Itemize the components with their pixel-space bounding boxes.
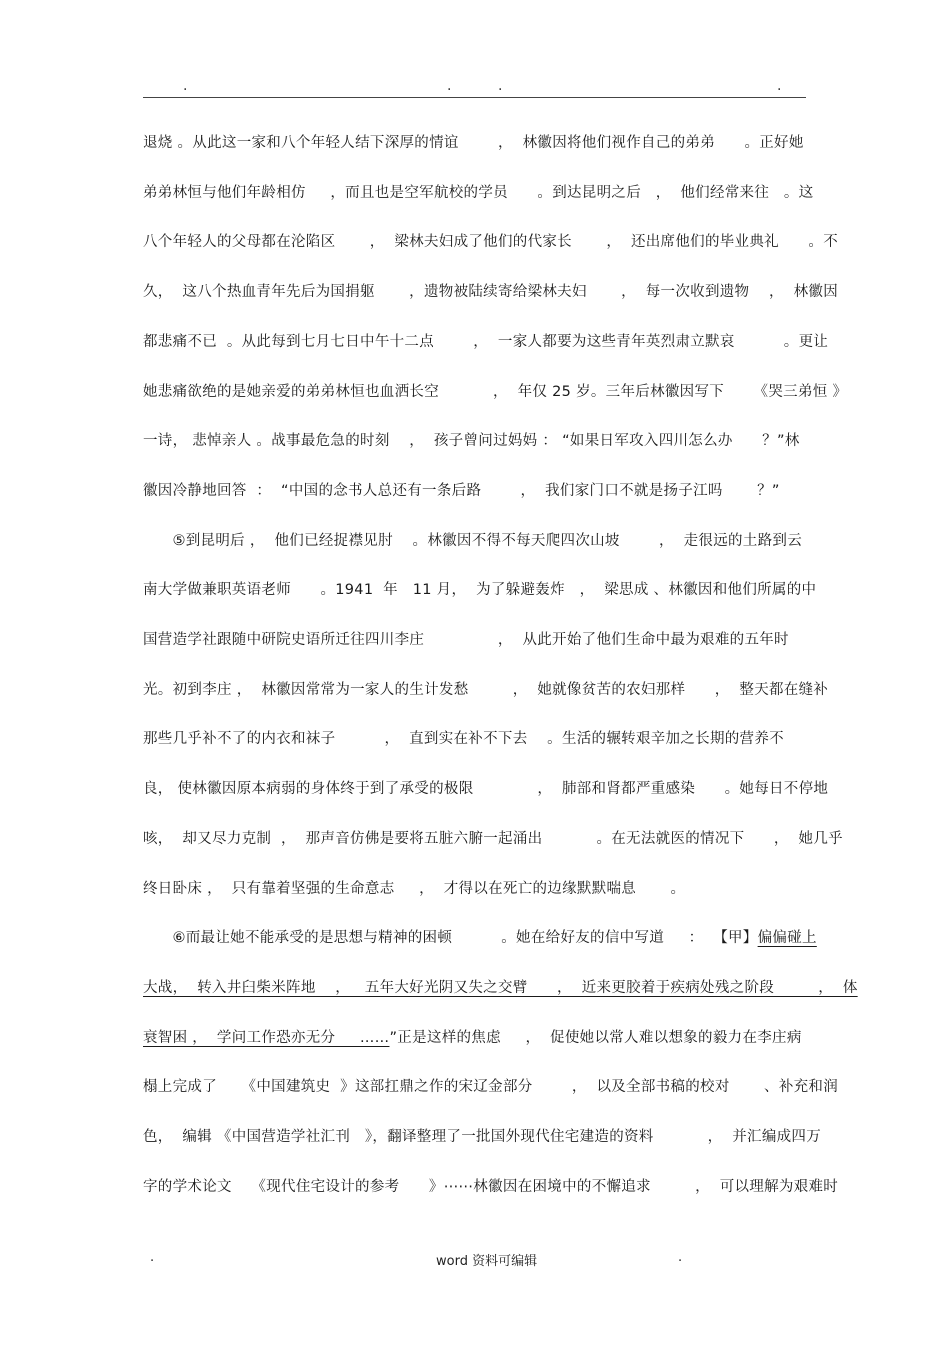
header-dot: . xyxy=(777,78,782,94)
text-line xyxy=(143,431,800,451)
text-line xyxy=(143,829,843,849)
text-line xyxy=(143,928,817,948)
text-segment: 国营造学社跟随中研院史语所迁往四川李庄 ， 从此开始了他们生命中最为艰难的五年时 xyxy=(143,632,789,648)
text-line xyxy=(143,382,847,402)
text-line xyxy=(143,680,828,700)
text-line xyxy=(143,282,838,302)
text-segment: ”正是这样的焦虑 ， 促使她以常人难以想象的毅力在李庄病 xyxy=(389,1029,802,1046)
footer-dot-left: . xyxy=(150,1250,155,1265)
header-dot: . xyxy=(447,78,452,94)
text-segment: 弟弟林恒与他们年龄相仿 ，而且也是空军航校的学员 。到达昆明之后 ， 他们经常来往 。这 xyxy=(143,184,814,201)
text-line xyxy=(143,133,804,153)
text-line xyxy=(143,1177,838,1197)
text-line xyxy=(143,1127,821,1147)
text-line xyxy=(143,332,828,352)
text-line xyxy=(143,729,784,749)
text-line xyxy=(143,580,816,600)
text-segment: 终日卧床 ， 只有靠着坚强的生命意志 ， 才得以在死亡的边缘默默喘息 。 xyxy=(143,880,686,897)
footer-dot-right: . xyxy=(678,1250,683,1265)
text-segment: 一诗， 悲悼亲人 。战事最危急的时刻 ， 孩子曾问过妈妈 ： “如果日军攻入四川怎么办 ？”林 xyxy=(143,433,800,450)
text-line xyxy=(143,1028,802,1048)
text-segment: 她悲痛欲绝的是她亲爱的弟弟林恒也血洒长空 ， 年仅 25 岁。三年后林徽因写下 《哭三弟恒 》 xyxy=(143,383,848,400)
text-segment: 那些几乎补不了的内衣和袜子 ， 直到实在补不下去 。生活的辗转艰辛加之长期的营养不 xyxy=(143,731,784,748)
text-segment: 徽因冷静地回答 ： “中国的念书人总还有一条后路 ， 我们家门口不就是扬子江吗 ？” xyxy=(143,482,780,499)
text-segment: 退烧 。从此这一家和八个年轻人结下深厚的情谊 ， 林徽因将他们视作自己的弟弟 。正好她 xyxy=(143,135,804,151)
text-segment: 良， 使林徽因原本病弱的身体终于到了承受的极限 ， 肺部和肾都严重感染 。她每日不停地 xyxy=(143,781,829,798)
text-line xyxy=(143,779,828,799)
text-segment: 都悲痛不已 。从此每到七月七日中午十二点 ， 一家人都要为这些青年英烈肃立默哀 。更让 xyxy=(143,333,829,350)
text-segment: 八个年轻人的父母都在沦陷区 ， 梁林夫妇成了他们的代家长 ， 还出席他们的毕业典礼 。不 xyxy=(143,234,839,251)
header-dot: . xyxy=(183,78,188,94)
text-segment: 咳， 却又尽力克制 ， 那声音仿佛是要将五脏六腑一起涌出 。在无法就医的情况下 ， 她几乎 xyxy=(143,830,843,847)
text-line xyxy=(143,879,685,899)
text-line xyxy=(143,531,802,551)
text-line xyxy=(143,1077,838,1097)
text-line xyxy=(143,183,813,203)
text-line xyxy=(143,481,780,501)
text-segment: 光。初到李庄 ， 林徽因常常为一家人的生计发愁 ， 她就像贫苦的农妇那样 ， 整天都在缝补 xyxy=(143,681,829,698)
text-segment: 色， 编辑 《中国营造学社汇刊 》，翻译整理了一批国外现代住宅建造的资料 ， 并汇编成四万 xyxy=(143,1129,822,1145)
text-segment: 久， 这八个热血青年先后为国捐躯 ，遗物被陆续寄给梁林夫妇 ， 每一次收到遗物 ， 林徽因 xyxy=(143,284,839,301)
underlined-text: 衰智困 ， 学问工作恐亦无分 …… xyxy=(143,1029,390,1046)
text-line xyxy=(143,630,789,650)
text-line xyxy=(143,978,858,998)
text-segment: 南大学做兼职英语老师 。1941 年 11 月， 为了躲避轰炸 ， 梁思成 、林徽因和他们所属的中 xyxy=(143,582,817,599)
text-segment: ⑥而最让她不能承受的是思想与精神的困顿 。她在给好友的信中写道 ： 【甲】 xyxy=(143,930,758,947)
header-dot: . xyxy=(498,78,503,94)
underlined-text: 大战， 转入井臼柴米阵地 ， 五年大好光阴又失之交臂 ， 近来更胶着于疾病处残之阶段 ， 体 xyxy=(143,979,858,996)
text-segment: 榻上完成了 《中国建筑史 》这部扛鼎之作的宋辽金部分 ， 以及全部书稿的校对 、补充和润 xyxy=(143,1079,839,1096)
text-segment: 字的学术论文 《现代住宅设计的参考 》⋯⋯林徽因在困境中的不懈追求 ， 可以理解为艰难时 xyxy=(143,1178,839,1195)
underlined-text: 偏偏碰上 xyxy=(757,930,817,947)
text-segment: ⑤到昆明后 ， 他们已经捉襟见肘 。林徽因不得不每天爬四次山坡 ， 走很远的土路到云 xyxy=(143,532,803,549)
text-line xyxy=(143,232,838,252)
header-rule xyxy=(143,97,806,98)
footer-label: word 资料可编辑 xyxy=(436,1254,538,1269)
